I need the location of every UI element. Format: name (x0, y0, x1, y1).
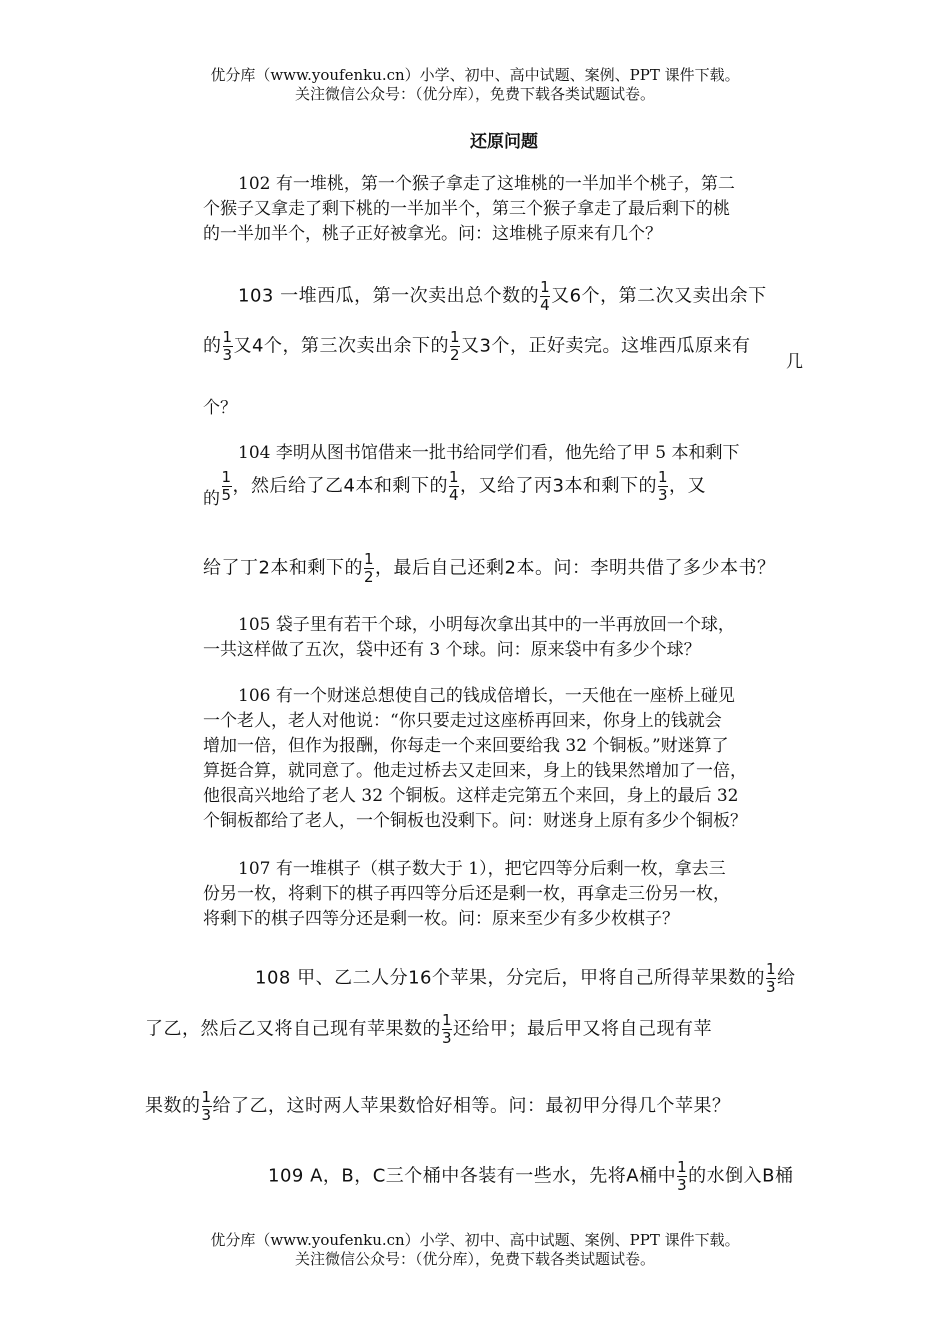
p103-line-3: 个？ (203, 398, 237, 418)
p102-line-2: 个猴子又拿走了剩下桃的一半加半个，第三个猴子拿走了最后剩下的桃 (203, 199, 730, 219)
p108-text-3b: 给了乙，这时两人苹果数恰好相等。问：最初甲分得几个苹果？ (212, 1095, 731, 1117)
p108-line-1 (255, 962, 796, 995)
p103-line-1 (238, 280, 767, 313)
header-line-2: 关注微信公众号：（优分库），免费下载各类试题试卷。 (294, 85, 655, 103)
p107-line-2: 份另一枚，将剩下的棋子再四等分后还是剩一枚，再拿走三份另一枚， (203, 884, 730, 904)
p104-text-2b: ，然后给了乙4本和剩下的 (232, 475, 448, 497)
fraction-1-3: $\frac{1}{3}$ (201, 1088, 212, 1124)
p108-text-2b: 还给甲；最后甲又将自己现有苹 (453, 1018, 713, 1040)
p103-text-2a: 的 (203, 335, 222, 357)
p106-line-2: 一个老人，老人对他说：“你只要走过这座桥再回来，你身上的钱就会 (203, 711, 722, 731)
p105-line-1: 105 袋子里有若干个球，小明每次拿出其中的一半再放回一个球， (238, 615, 735, 635)
p105-line-2: 一共这样做了五次，袋中还有 3 个球。问：原来袋中有多少个球？ (203, 640, 701, 660)
p107-line-1: 107 有一堆棋子（棋子数大于 1），把它四等分后剩一枚，拿去三 (238, 859, 726, 879)
fraction-1-2: $\frac{1}{2}$ (450, 328, 461, 364)
p103-text-1b: 又6个，第二次又卖出余下 (551, 285, 767, 307)
p103-text-2b: 又4个，第三次卖出余下的 (233, 335, 449, 357)
fraction-1-3: $\frac{1}{3}$ (222, 328, 233, 364)
p108-text-3a: 果数的 (145, 1095, 201, 1117)
p108-line-3 (145, 1090, 731, 1123)
fraction-1-4: $\frac{1}{4}$ (449, 468, 460, 504)
p106-line-3: 增加一倍，但作为报酬，你每走一个来回要给我 32 个铜板。”财迷算了 (203, 736, 729, 756)
footer-line-1: 优分库（www.youfenku.cn）小学、初中、高中试题、案例、PPT 课件下载。 (210, 1231, 740, 1249)
p103-text-2c: 又3个，正好卖完。这堆西瓜原来有 (461, 335, 751, 357)
p104-line-1: 104 李明从图书馆借来一批书给同学们看，他先给了甲 5 本和剩下 (238, 443, 740, 463)
p108-text-1b: 给 (777, 967, 796, 989)
p102-line-3: 的一半加半个，桃子正好被拿光。问：这堆桃子原来有几个？ (203, 224, 662, 244)
fraction-1-3: $\frac{1}{3}$ (765, 960, 777, 996)
fraction-1-3: $\frac{1}{3}$ (442, 1011, 453, 1047)
footer-line-2: 关注微信公众号：（优分库），免费下载各类试题试卷。 (294, 1250, 655, 1268)
page-title: 还原问题 (470, 132, 538, 152)
p104-text-2a: 的 (203, 488, 221, 509)
p102-line-1: 102 有一堆桃，第一个猴子拿走了这堆桃的一半加半个桃子，第二 (238, 174, 735, 194)
p106-line-6: 个铜板都给了老人，一个铜板也没剩下。问：财迷身上原有多少个铜板？ (203, 811, 747, 831)
p108-text-2a: 了乙，然后乙又将自己现有苹果数的 (145, 1018, 441, 1040)
p104-text-2d: ，又 (669, 475, 707, 497)
p103-text-2d: 几 (786, 352, 803, 372)
fraction-1-3: $\frac{1}{3}$ (677, 1158, 688, 1194)
p108-text-1a: 108 甲、乙二人分16个苹果，分完后，甲将自己所得苹果数的 (255, 967, 765, 989)
p104-line-2 (203, 468, 707, 509)
p104-text-3b: ，最后自己还剩2本。问：李明共借了多少本书？ (375, 557, 776, 579)
p103-text-1a: 103 一堆西瓜，第一次卖出总个数的 (238, 285, 540, 307)
p106-line-5: 他很高兴地给了老人 32 个铜板。这样走完第五个来回，身上的最后 32 (203, 786, 739, 806)
p107-line-3: 将剩下的棋子四等分还是剩一枚。问：原来至少有多少枚棋子？ (203, 909, 679, 929)
fraction-1-4: $\frac{1}{4}$ (540, 278, 551, 314)
p104-line-3 (203, 552, 775, 585)
p103-line-2 (203, 330, 751, 363)
p109-line-1 (268, 1160, 794, 1193)
fraction-1-2: $\frac{1}{2}$ (363, 550, 374, 586)
p104-text-3a: 给了丁2本和剩下的 (203, 557, 363, 579)
p104-text-2c: ，又给了丙3本和剩下的 (460, 475, 657, 497)
p109-text-1b: 的水倒入B桶 (688, 1165, 794, 1187)
header-line-1: 优分库（www.youfenku.cn）小学、初中、高中试题、案例、PPT 课件下载。 (210, 66, 740, 84)
fraction-1-5: $\frac{1}{5}$ (221, 468, 232, 504)
p108-line-2 (145, 1013, 712, 1046)
p109-text-1a: 109 A，B，C三个桶中各装有一些水，先将A桶中 (268, 1165, 677, 1187)
fraction-1-3: $\frac{1}{3}$ (658, 468, 669, 504)
p106-line-4: 算挺合算，就同意了。他走过桥去又走回来，身上的钱果然增加了一倍， (203, 761, 747, 781)
p106-line-1: 106 有一个财迷总想使自己的钱成倍增长，一天他在一座桥上碰见 (238, 686, 735, 706)
